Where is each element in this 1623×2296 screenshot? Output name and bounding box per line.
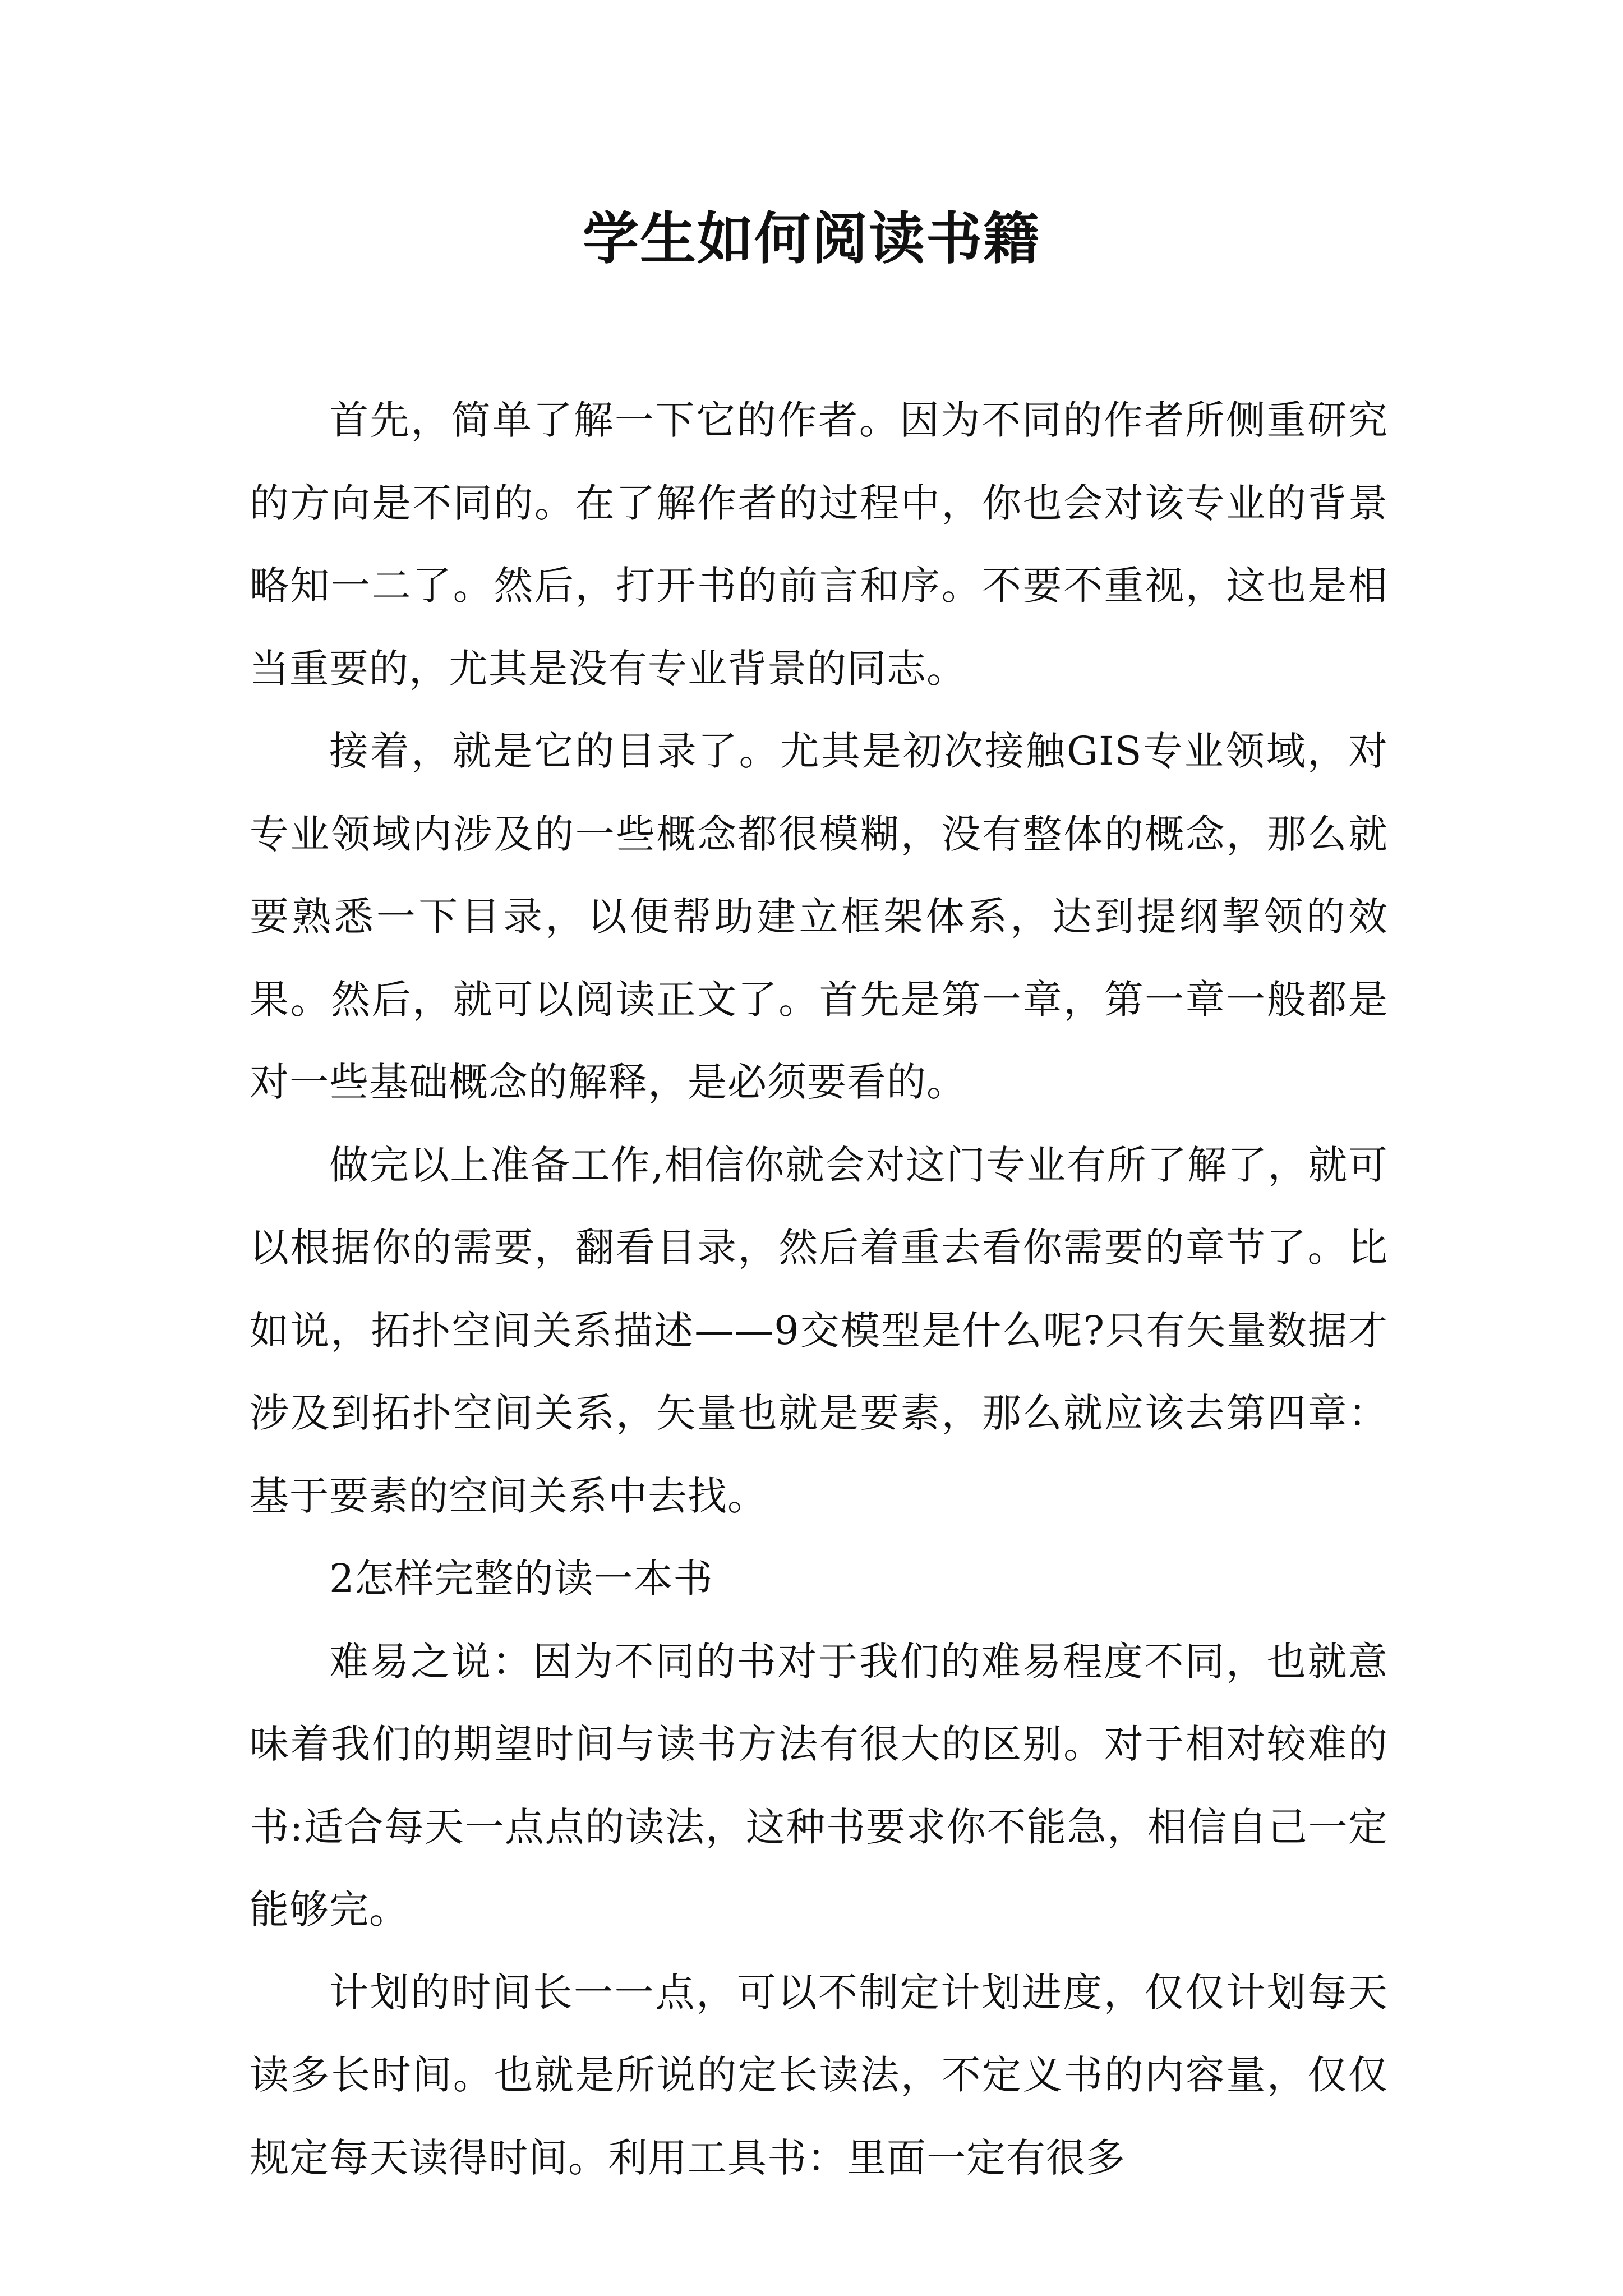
paragraph-targeted-reading: 做完以上准备工作,相信你就会对这门专业有所了解了，就可以根据你的需要，翻看目录，然后着重去看你需要的章节了。比如说，拓扑空间关系描述——9交模型是什么呢?只有矢量数据才涉及到拓扑空间关系，矢量也就是要素，那么就应该去第四章：基于要素的空间关系中去找。	[250, 1142, 1388, 1519]
paragraph-author-and-preface: 首先，简单了解一下它的作者。因为不同的作者所侧重研究的方向是不同的。在了解作者的过程中，你也会对该专业的背景略知一二了。然后，打开书的前言和序。不要不重视，这也是相当重要的，尤其是没有专业背景的同志。	[250, 397, 1388, 692]
document-title: 学生如何阅读书籍	[583, 205, 1040, 272]
paragraph-difficulty: 难易之说：因为不同的书对于我们的难易程度不同，也就意味着我们的期望时间与读书方法有很大的区别。对于相对较难的书:适合每天一点点的读法，这种书要求你不能急，相信自己一定能够完。	[250, 1638, 1388, 1932]
paragraph-table-of-contents: 接着，就是它的目录了。尤其是初次接触GIS专业领域，对专业领域内涉及的一些概念都很模糊，没有整体的概念，那么就要熟悉一下目录，以便帮助建立框架体系，达到提纲挈领的效果。然后，就可以阅读正文了。首先是第一章，第一章一般都是对一些基础概念的解释，是必须要看的。	[250, 728, 1388, 1105]
document-body	[250, 379, 1388, 2200]
paragraph-reading-plan: 计划的时间长一一点，可以不制定计划进度，仅仅计划每天读多长时间。也就是所说的定长读法，不定义书的内容量，仅仅规定每天读得时间。利用工具书：里面一定有很多	[250, 1969, 1388, 2181]
section-heading-complete-reading: 2怎样完整的读一本书	[329, 1556, 713, 1602]
